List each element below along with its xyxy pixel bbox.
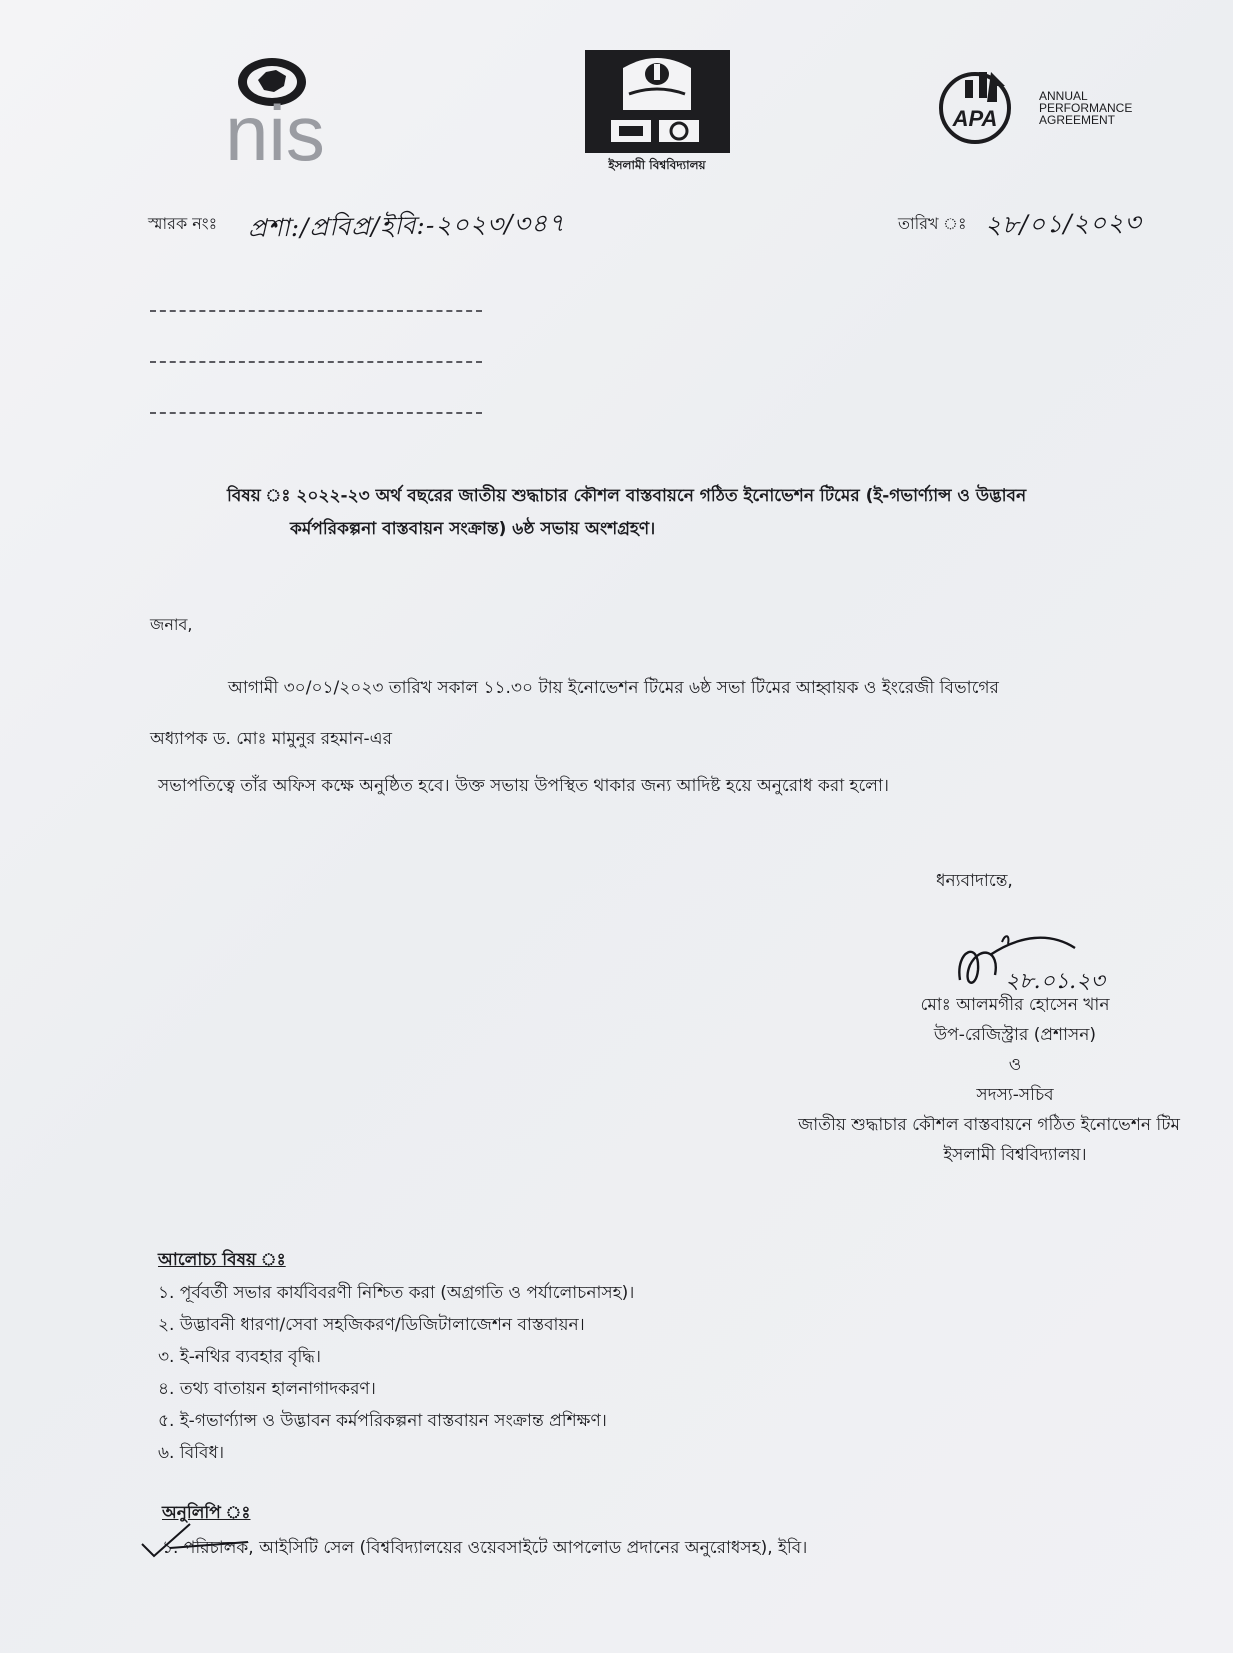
signatory-team: জাতীয় শুদ্ধাচার কৌশল বাস্তবায়নে গঠিত ইনোভেশন টিম: [798, 1115, 1180, 1135]
body-line-2: অধ্যাপক ড. মোঃ মামুনুর রহমান-এর: [150, 729, 392, 749]
memo-label: স্মারক নংঃ: [148, 214, 218, 233]
cc-heading: অনুলিপি ঃ: [162, 1503, 251, 1523]
closing: ধন্যবাদান্তে,: [936, 871, 1013, 891]
signature-date: ২৮.০১.২৩: [1005, 969, 1105, 994]
cc-item: ১. পরিচালক, আইসিটি সেল (বিশ্ববিদ্যালয়ের ওয়েবসাইটে আপলোড প্রদানের অনুরোধসহ), ইবি।: [162, 1538, 808, 1558]
svg-text:AGREEMENT: AGREEMENT: [1039, 113, 1116, 127]
salutation: জনাব,: [150, 615, 193, 634]
body-line-1: আগামী ৩০/০১/২০২৩ তারিখ সকাল ১১.৩০ টায় ইনোভেশন টিমের ৬ষ্ঠ সভা টিমের আহ্বায়ক ও ইংরেজী বিভাগের: [228, 678, 999, 698]
signatory-conjunction: ও: [1008, 1055, 1022, 1075]
signatory-role: সদস্য-সচিব: [976, 1085, 1054, 1105]
agenda-item: ২. উদ্ভাবনী ধারণা/সেবা সহজিকরণ/ডিজিটালাজেশন বাস্তবায়ন।: [158, 1315, 585, 1335]
date-label: তারিখ ঃ: [898, 214, 967, 233]
signatory-name: মোঃ আলমগীর হোসেন খান: [920, 995, 1110, 1015]
recipient-line-1: [150, 310, 482, 312]
subject-line-1: বিষয় ঃ ২০২২-২৩ অর্থ বছরের জাতীয় শুদ্ধাচার কৌশল বাস্তবায়নে গঠিত ইনোভেশন টিমের (ই-গভার্ণ্যান্স ও উদ্ভাবন: [227, 486, 1027, 506]
svg-text:ইসলামী বিশ্ববিদ্যালয়: ইসলামী বিশ্ববিদ্যালয়: [608, 158, 706, 172]
agenda-item: ৫. ই-গভার্ণ্যান্স ও উদ্ভাবন কর্মপরিকল্পনা বাস্তবায়ন সংক্রান্ত প্রশিক্ষণ।: [158, 1411, 607, 1431]
body-line-3: সভাপতিত্বে তাঁর অফিস কক্ষে অনুষ্ঠিত হবে। উক্ত সভায় উপস্থিত থাকার জন্য আদিষ্ট হয়ে অনুরোধ করা হলো।: [158, 776, 889, 796]
subject-line-2: কর্মপরিকল্পনা বাস্তবায়ন সংক্রান্ত) ৬ষ্ঠ সভায় অংশগ্রহণ।: [290, 519, 656, 539]
agenda-heading: আলোচ্য বিষয় ঃ: [158, 1250, 286, 1270]
apa-logo: [935, 66, 1165, 146]
signatory-institution: ইসলামী বিশ্ববিদ্যালয়।: [943, 1145, 1087, 1165]
signatory-designation: উপ-রেজিস্ট্রার (প্রশাসন): [933, 1025, 1097, 1045]
letter-date: ২৮/০১/২০২৩: [984, 207, 1143, 240]
agenda-item: ১. পূর্ববর্তী সভার কার্যবিবরণী নিশ্চিত করা (অগ্রগতি ও পর্যালোচনাসহ)।: [158, 1283, 635, 1303]
memo-number: প্রশা:/প্রবিপ্র/ইবি:-২০২৩/৩৪৭: [247, 208, 566, 243]
svg-text:PERFORMANCE: PERFORMANCE: [1039, 101, 1133, 115]
svg-text:ANNUAL: ANNUAL: [1039, 89, 1088, 103]
recipient-line-3: [150, 412, 482, 414]
recipient-line-2: [150, 361, 482, 363]
svg-text:APA: APA: [952, 106, 998, 131]
signatory-block: [700, 990, 1180, 1170]
nis-logo: [200, 52, 350, 167]
agenda-list: [158, 1277, 634, 1469]
agenda-item: ৬. বিবিধ।: [158, 1443, 225, 1463]
svg-text:nis: nis: [225, 89, 325, 167]
agenda-item: ৩. ই-নথির ব্যবহার বৃদ্ধি।: [158, 1347, 321, 1367]
agenda-item: ৪. তথ্য বাতায়ন হালনাগাদকরণ।: [158, 1379, 376, 1399]
islamic-university-logo: [585, 50, 730, 175]
subject: [227, 480, 1187, 546]
